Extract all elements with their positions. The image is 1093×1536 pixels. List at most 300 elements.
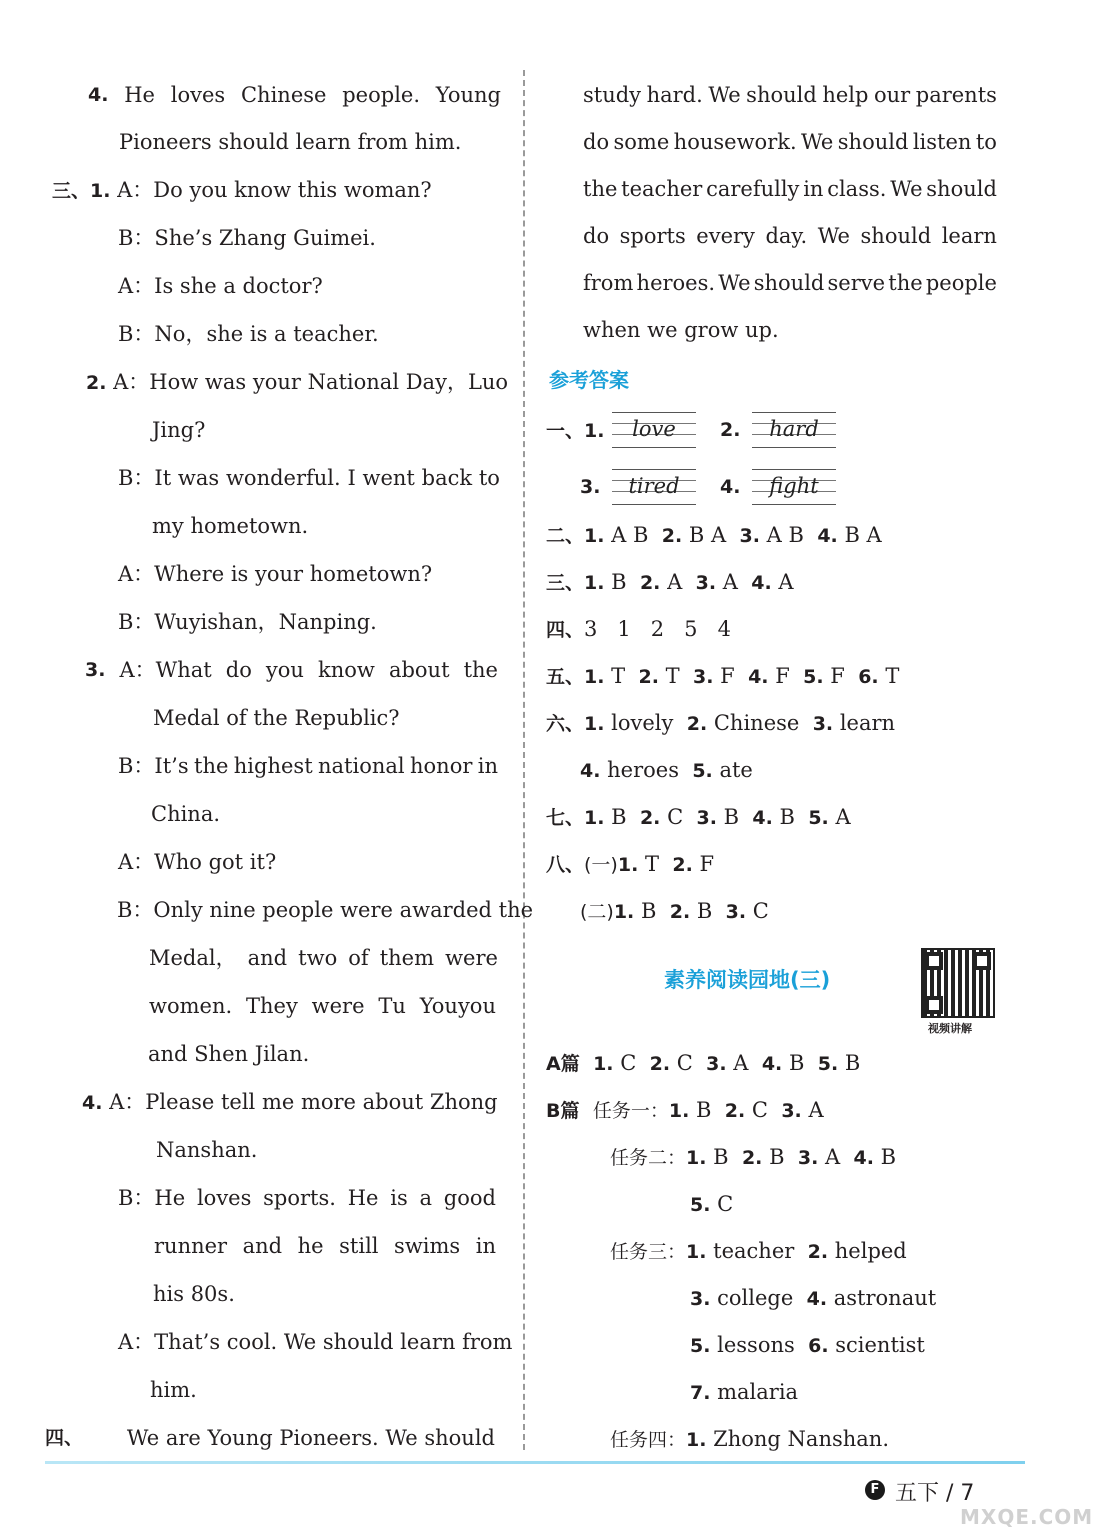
item-label: 3. — [690, 1288, 711, 1310]
item-label: 3. — [725, 901, 747, 923]
text-run: Jing? — [152, 418, 206, 442]
text-run: when we grow up. — [583, 318, 779, 342]
text-run: Young — [435, 83, 501, 107]
text-run: heroes — [600, 758, 693, 782]
text-run: housework. — [673, 130, 797, 154]
item-label: (一) — [584, 854, 618, 876]
dialogue-line — [118, 559, 432, 589]
text-run: to — [478, 466, 500, 490]
answer-line — [546, 802, 851, 833]
text-run: B A — [837, 523, 882, 547]
item-label: 1. — [593, 1053, 614, 1075]
text-run: C — [660, 805, 697, 829]
text-run: lessons — [710, 1333, 809, 1357]
item-label: 3. — [797, 1147, 819, 1169]
text-run: scientist — [828, 1333, 925, 1357]
text-run: heroes. — [636, 271, 716, 295]
item-label: 2. — [638, 666, 659, 688]
answer-line — [580, 755, 753, 786]
text-run: C — [670, 1051, 707, 1075]
text-run: were — [445, 946, 498, 970]
text-run: some — [613, 130, 670, 154]
text-run: swims — [394, 1234, 461, 1258]
text-run: sports. — [263, 1186, 336, 1210]
text-run: Medal， — [149, 946, 237, 970]
text-run: B — [634, 899, 670, 923]
dialogue-line — [148, 1039, 309, 1069]
text-run: listen — [912, 130, 972, 154]
item-label: 任务三： — [610, 1241, 687, 1263]
text-run: you — [265, 658, 304, 682]
text-run: his 80s. — [153, 1282, 235, 1306]
text-run: in — [475, 1234, 496, 1258]
text-run: learn — [833, 711, 896, 735]
text-run: should — [860, 224, 932, 248]
text-run: in — [477, 754, 498, 778]
text-run: We — [890, 177, 923, 201]
text-run: about — [388, 658, 450, 682]
text-run: people. — [342, 83, 421, 107]
item-label: 任务二： — [610, 1147, 687, 1169]
text-run: A — [801, 1098, 824, 1122]
text-run: B：He — [118, 1186, 186, 1210]
text-run: 3 1 2 5 4 — [584, 617, 731, 641]
text-run: and Shen Jilan. — [148, 1042, 310, 1066]
text-run: malaria — [710, 1380, 799, 1404]
edition-badge-icon: F — [865, 1480, 885, 1500]
text-run: a — [419, 1186, 433, 1210]
writing-word-1: love — [632, 417, 676, 441]
dialogue-line — [118, 223, 376, 253]
dialogue-line — [156, 1135, 257, 1165]
text-run: was — [177, 466, 220, 490]
text-run: the — [194, 754, 229, 778]
text-run: C — [613, 1051, 650, 1075]
item-label: 2. — [669, 901, 691, 923]
text-run: Medal of the Republic? — [153, 706, 400, 730]
text-run: B A — [682, 523, 740, 547]
text-run: know — [318, 658, 375, 682]
text-run: A：Please tell me more about Zhong — [102, 1090, 498, 1114]
item-label: 5. — [808, 807, 829, 829]
item-label: 4. — [806, 1288, 828, 1310]
text-run: A B — [604, 523, 662, 547]
item-label: 4. — [752, 807, 773, 829]
text-run: B：She’s Zhang Guimei. — [118, 226, 376, 250]
reading-answer-line — [610, 1424, 889, 1455]
item-label: 3. — [693, 666, 714, 688]
item-label: 八、 — [546, 854, 585, 876]
dialogue-line — [118, 607, 377, 637]
item-label: 3. — [781, 1100, 802, 1122]
text-run: A：What — [119, 658, 212, 682]
dialogue-line — [118, 1327, 512, 1357]
text-run: B：Wuyishan，Nanping. — [118, 610, 377, 634]
writing-label-1: 一、 — [546, 420, 585, 442]
dialogue-line — [86, 367, 508, 398]
text-run: of — [348, 946, 369, 970]
text-run: loves — [196, 1186, 252, 1210]
text-run: good — [443, 1186, 496, 1210]
text-run: B — [873, 1145, 897, 1169]
text-run: the — [888, 271, 923, 295]
text-run: T — [878, 664, 900, 688]
text-run: T — [658, 664, 694, 688]
item-label: 1. — [613, 901, 635, 923]
text-run: college — [710, 1286, 807, 1310]
reading-answer-line — [546, 1095, 824, 1126]
text-run: B — [838, 1051, 861, 1075]
dialogue-line — [119, 127, 461, 157]
qr-caption: 视频讲解 — [928, 1022, 972, 1035]
item-label: 6. — [808, 1335, 829, 1357]
text-run: A — [660, 570, 696, 594]
text-run: him. — [150, 1378, 197, 1402]
item-label: 4. — [761, 1053, 783, 1075]
item-label: 2. — [639, 572, 661, 594]
text-run: class. — [827, 177, 887, 201]
item-label: 四、 — [546, 619, 585, 641]
text-run: the — [583, 177, 618, 201]
dialogue-line — [117, 895, 533, 925]
text-run: China. — [151, 802, 221, 826]
text-run: A：That’s cool. We should learn from — [118, 1330, 513, 1354]
answer-line — [546, 614, 731, 645]
passage-line — [583, 315, 779, 345]
text-run: people — [925, 271, 997, 295]
item-label: 六、 — [546, 713, 585, 735]
column-divider — [523, 70, 525, 1450]
item-label: 1. — [584, 666, 605, 688]
reading-section-title: 素养阅读园地(三) — [664, 968, 831, 992]
text-run: help — [822, 83, 869, 107]
item-label: 2. — [639, 807, 661, 829]
text-run: Chinese — [707, 711, 813, 735]
text-run: B — [706, 1145, 742, 1169]
text-run: A — [716, 570, 752, 594]
dialogue-line — [52, 175, 432, 206]
item-label: A篇 — [546, 1053, 580, 1075]
writing-word-2: hard — [769, 417, 819, 441]
text-run: day. — [765, 224, 808, 248]
text-run: parents — [915, 83, 997, 107]
dialogue-line — [45, 1423, 495, 1453]
text-run: C — [745, 1098, 782, 1122]
item-label: 2. — [724, 1100, 746, 1122]
reading-answer-line — [690, 1283, 936, 1314]
text-run: should — [926, 177, 997, 201]
item-label: 1. — [584, 572, 605, 594]
dialogue-line — [153, 1279, 235, 1309]
page-number: 五下 / 7 — [895, 1481, 975, 1506]
watermark: MXQE.COM — [960, 1505, 1093, 1529]
item-label: B篇 — [546, 1100, 580, 1122]
item-label: 7. — [690, 1382, 711, 1404]
writing-word-4: fight — [769, 474, 819, 498]
text-run: wonderful. — [225, 466, 341, 490]
item-label: 五、 — [546, 666, 585, 688]
item-label: 4. — [853, 1147, 874, 1169]
item-label: 4. — [748, 666, 769, 688]
dialogue-line — [82, 1087, 498, 1118]
text-run: B：Only nine people were awarded the — [117, 898, 534, 922]
item-label: 5. — [817, 1053, 839, 1075]
text-run: learn — [941, 224, 997, 248]
text-run: were — [311, 994, 365, 1018]
text-run: He — [124, 83, 155, 107]
text-run: Nanshan. — [156, 1138, 258, 1162]
text-run: A：Do you know this woman? — [110, 178, 432, 202]
item-label: 1. — [668, 1100, 690, 1122]
dialogue-line — [118, 319, 379, 349]
item-label: 4. — [751, 572, 772, 594]
item-label: 1. — [584, 525, 605, 547]
text-run: T — [638, 852, 673, 876]
passage-line — [583, 268, 997, 298]
text-run: sports — [619, 224, 686, 248]
answer-line — [546, 661, 899, 692]
text-run: F — [692, 852, 715, 876]
answer-line — [546, 567, 794, 598]
answer-line — [546, 849, 714, 880]
dialogue-line — [118, 463, 500, 493]
item-label: 3. — [739, 525, 760, 547]
text-run: highest — [233, 754, 313, 778]
passage-line — [583, 221, 997, 251]
dialogue-line — [153, 703, 400, 733]
text-run: A：Is she a doctor? — [118, 274, 323, 298]
text-run — [579, 1098, 592, 1122]
writing-box-3 — [612, 469, 696, 505]
item-label: 1. — [617, 854, 639, 876]
item-label: 3. — [812, 713, 834, 735]
text-run: do — [583, 224, 610, 248]
text-run: We — [708, 83, 741, 107]
text-run: B：It’s — [118, 754, 189, 778]
text-run: We — [718, 271, 751, 295]
text-run: A — [828, 805, 851, 829]
item-label: 任务一： — [592, 1100, 669, 1122]
item-label: 3. — [696, 807, 717, 829]
item-label: 1. — [90, 180, 111, 202]
item-label: 2. — [649, 1053, 671, 1075]
text-run: astronaut — [827, 1286, 937, 1310]
answer-key-title: 参考答案 — [549, 368, 629, 392]
text-run: They — [246, 994, 298, 1018]
text-run: A — [771, 570, 794, 594]
item-label: 5. — [803, 666, 824, 688]
dialogue-line — [151, 799, 220, 829]
text-run: We — [817, 224, 850, 248]
text-run: my hometown. — [152, 514, 309, 538]
text-run: still — [339, 1234, 379, 1258]
text-run: helped — [828, 1239, 907, 1263]
text-run: our — [874, 83, 911, 107]
text-run: C — [710, 1192, 734, 1216]
text-run: B：No，she is a teacher. — [118, 322, 379, 346]
text-run — [580, 1051, 593, 1075]
text-run: A：Where is your hometown? — [118, 562, 433, 586]
item-label: 4. — [817, 525, 838, 547]
text-run: women. — [149, 994, 233, 1018]
dialogue-line — [118, 271, 323, 301]
dialogue-line — [149, 943, 498, 973]
item-label: 2. — [807, 1241, 829, 1263]
text-run: carefully — [706, 177, 800, 201]
item-label: 2. — [686, 713, 708, 735]
answer-line — [580, 896, 769, 927]
text-run: B — [604, 805, 640, 829]
item-label: 1. — [584, 713, 605, 735]
text-run: to — [975, 130, 997, 154]
passage-line — [583, 174, 997, 204]
item-label: 七、 — [546, 807, 585, 829]
answer-line — [546, 708, 895, 739]
reading-answer-line — [546, 1048, 860, 1079]
text-run: in — [803, 177, 824, 201]
item-label: 三、 — [546, 572, 585, 594]
passage-line — [583, 80, 997, 110]
item-label: 1. — [584, 807, 605, 829]
text-run: We are Young Pioneers. We should — [126, 1426, 495, 1450]
dialogue-line — [149, 991, 496, 1021]
text-run: F — [823, 664, 859, 688]
dialogue-line — [152, 415, 205, 445]
text-run: loves — [170, 83, 226, 107]
text-run: teacher — [621, 177, 703, 201]
text-run: the — [463, 658, 498, 682]
reading-answer-line — [690, 1189, 733, 1220]
text-run: from — [583, 271, 634, 295]
text-run: should — [837, 130, 909, 154]
dialogue-line — [88, 80, 501, 110]
text-run: We — [801, 130, 834, 154]
text-run: serve — [827, 271, 886, 295]
item-label: 1. — [686, 1241, 707, 1263]
writing-box-1 — [612, 412, 696, 448]
item-label: 5. — [690, 1335, 711, 1357]
reading-answer-line — [610, 1142, 896, 1173]
item-label: 2. — [672, 854, 693, 876]
text-run: do — [225, 658, 252, 682]
text-run: F — [768, 664, 804, 688]
text-run: B — [716, 805, 753, 829]
text-run: I — [347, 466, 356, 490]
text-run: B — [772, 805, 809, 829]
dialogue-line — [118, 751, 498, 781]
text-run: C — [746, 899, 769, 923]
passage-line — [583, 127, 997, 157]
text-run: A：How was your National Day，Luo — [106, 370, 509, 394]
answer-line — [546, 520, 882, 551]
text-run: A：Who got it? — [118, 850, 277, 874]
text-run: and — [242, 1234, 283, 1258]
writing-label-3: 3. — [580, 476, 601, 498]
item-label: 2. — [86, 372, 107, 394]
writing-box-2 — [752, 412, 836, 448]
text-run: B — [690, 899, 726, 923]
item-label: 3. — [706, 1053, 727, 1075]
text-run: should — [746, 83, 817, 107]
text-run: should — [753, 271, 825, 295]
text-run: Chinese — [240, 83, 327, 107]
text-run: honor — [410, 754, 473, 778]
text-run: Pioneers should learn from him. — [119, 130, 462, 154]
item-label: 1. — [686, 1147, 707, 1169]
text-run: F — [713, 664, 749, 688]
text-run: A — [726, 1051, 762, 1075]
reading-answer-line — [690, 1330, 925, 1361]
text-run: T — [604, 664, 639, 688]
text-run: He — [347, 1186, 379, 1210]
item-label: 4. — [82, 1092, 103, 1114]
item-label: 2. — [741, 1147, 763, 1169]
item-label: 四、 — [45, 1427, 84, 1449]
text-run: back — [421, 466, 473, 490]
text-run: B — [604, 570, 640, 594]
writing-box-4 — [752, 469, 836, 505]
text-run: every — [696, 224, 755, 248]
item-label: 5. — [692, 760, 713, 782]
item-label: 任务四： — [610, 1429, 687, 1451]
text-run: B：It — [118, 466, 172, 490]
dialogue-line — [150, 1375, 197, 1405]
text-run: he — [297, 1234, 324, 1258]
text-run: Zhong Nanshan. — [706, 1427, 889, 1451]
item-label: 5. — [690, 1194, 711, 1216]
text-run: B — [762, 1145, 798, 1169]
item-label: 2. — [661, 525, 683, 547]
text-run: do — [583, 130, 610, 154]
item-label: (二) — [580, 901, 614, 923]
text-run: B — [782, 1051, 818, 1075]
dialogue-line — [154, 1231, 496, 1261]
item-label: 4. — [88, 84, 109, 106]
reading-answer-line — [690, 1377, 798, 1408]
text-run: study — [583, 83, 642, 107]
text-run: hard. — [646, 83, 703, 107]
text-run: went — [362, 466, 415, 490]
text-run: and — [247, 946, 288, 970]
text-run: Tu — [378, 994, 406, 1018]
text-run: A — [818, 1145, 854, 1169]
item-label: 1. — [686, 1429, 707, 1451]
dialogue-line — [118, 1183, 496, 1213]
text-run: B — [689, 1098, 725, 1122]
text-run: ate — [712, 758, 753, 782]
item-label: 4. — [580, 760, 601, 782]
footer-bar — [45, 1461, 1025, 1464]
writing-label-2: 2. — [720, 419, 741, 441]
dialogue-line — [85, 655, 498, 685]
text-run: is — [390, 1186, 408, 1210]
item-label: 二、 — [546, 525, 585, 547]
text-run: Youyou — [419, 994, 496, 1018]
reading-answer-line — [610, 1236, 907, 1267]
text-run: runner — [154, 1234, 228, 1258]
writing-word-3: tired — [628, 474, 680, 498]
text-run: national — [318, 754, 405, 778]
text-run: A B — [760, 523, 818, 547]
writing-label-4: 4. — [720, 476, 741, 498]
dialogue-line — [118, 847, 276, 877]
qr-code-icon[interactable] — [921, 948, 995, 1018]
text-run: them — [379, 946, 435, 970]
text-run: two — [298, 946, 338, 970]
text-run: lovely — [604, 711, 687, 735]
item-label: 三、 — [52, 180, 91, 202]
dialogue-line — [152, 511, 308, 541]
